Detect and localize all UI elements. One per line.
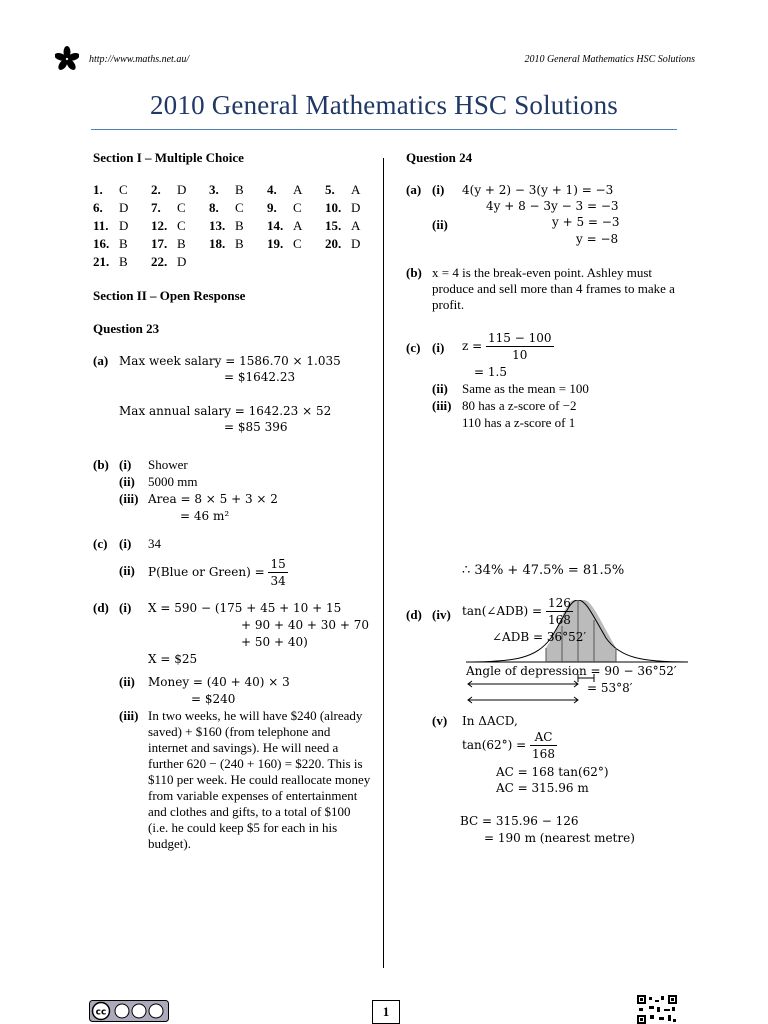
mc-answer: 19. C [267,236,302,251]
svg-text:cc: cc [95,1007,107,1018]
q23d-iii: (iii) In two weeks, he will have $240 (already saved) + $160 (from telephone and internet and savings). He will need a further 620 − (240 + 160) = $220. This is $110 per week. He could reallocate money from variable expenses of entertainment and clothes and gifts, to a total of $100 (i.e. he could keep $5 for each in his budget). [119,708,371,851]
q24d-iv: (d) (iv) tan(∠ADB) = $\frac{126}{168}$ ∠ADB = 36°52′ [406,596,587,644]
mc-answer: 20. D [325,236,361,251]
q23c: (c) (i) 34 (ii) P(Blue or Green) = $\frac{15}{34}$ [93,536,286,588]
question-24-heading: Question 24 [406,150,473,165]
q24d-iv-depression: Angle of depression = 90 − 36°52′ = 53°8′ [466,664,677,695]
q23d-ii: (ii) Money = (40 + 40) × 3 = $240 [119,674,290,706]
creative-commons-license-icon[interactable] [89,1000,169,1022]
q24c-result: ∴ 34% + 47.5% = 81.5% [462,563,625,578]
header-title: 2010 General Mathematics HSC Solutions [524,54,695,65]
q24d-v: (v) In ΔACD, tan(62°) = $\frac{AC}{168}$ AC = 168 tan(62°) AC = 315.96 m BC = 315.96 − 126 = 190 m (nearest metre) [432,713,635,845]
mc-answer: 15. A [325,218,361,233]
page-title: 2010 General Mathematics HSC Solutions [149,90,619,120]
section-1-heading: Section I – Multiple Choice [93,150,244,165]
q23d-i: (d) (i) X = 590 − (175 + 45 + 10 + 15 + 90 + 40 + 30 + 70 + 50 + 40) X = $25 [93,600,369,666]
q24a: (a) (i) 4(y + 2) − 3(y + 1) = −3 4y + 8 − 3y − 3 = −3 (ii) y + 5 = −3 y = −8 [406,182,620,246]
title-rule [91,129,677,130]
page-header [55,50,695,72]
q24c: (c) (i) z = $\frac{115 - 100}{10}$ = 1.5 (ii) Same as the mean = 100 (iii) 80 has a z-score of −2 110 has a z-score of 1 [406,331,589,430]
multiple-choice-answers [93,182,375,270]
mc-answer: 12. C [151,218,186,233]
mc-answer: 3. B [209,182,244,197]
mc-answer: 9. C [267,200,302,215]
column-divider [383,158,384,968]
q23b: (b) (i) Shower (ii) 5000 mm (iii) Area = 8 × 5 + 3 × 2 = 46 m² [93,457,278,523]
mc-answer: 4. A [267,182,303,197]
q23a: (a) Max week salary = 1586.70 × 1.035 = $1642.23 Max annual salary = 1642.23 × 52 = $85 396 [93,353,341,434]
mc-answer: 13. B [209,218,244,233]
mc-answer: 10. D [325,200,361,215]
mc-answer: 6. D [93,200,129,215]
mc-answer: 16. B [93,236,128,251]
star-logo-icon [55,46,79,72]
mc-answer: 11. D [93,218,129,233]
right-column [406,150,706,845]
mc-answer: 14. A [267,218,303,233]
mc-answer: 21. B [93,254,128,269]
mc-answer: 22. D [151,254,187,269]
mc-answer: 17. B [151,236,186,251]
page-number: 1 [372,1000,400,1024]
mc-answer: 1. C [93,182,128,197]
mc-answer: 2. D [151,182,187,197]
mc-answer: 8. C [209,200,244,215]
qr-code-icon[interactable] [637,995,677,1024]
mc-answer: 18. B [209,236,244,251]
mc-answer: 5. A [325,182,361,197]
question-23-heading: Question 23 [93,321,160,336]
mc-answer: 7. C [151,200,186,215]
section-2-heading: Section II – Open Response [93,288,246,303]
header-url[interactable]: http://www.maths.net.au/ [89,54,190,65]
q24b: (b) x = 4 is the break-even point. Ashley must produce and sell more than 4 frames to make a profit. [406,265,675,312]
left-column [93,150,375,852]
